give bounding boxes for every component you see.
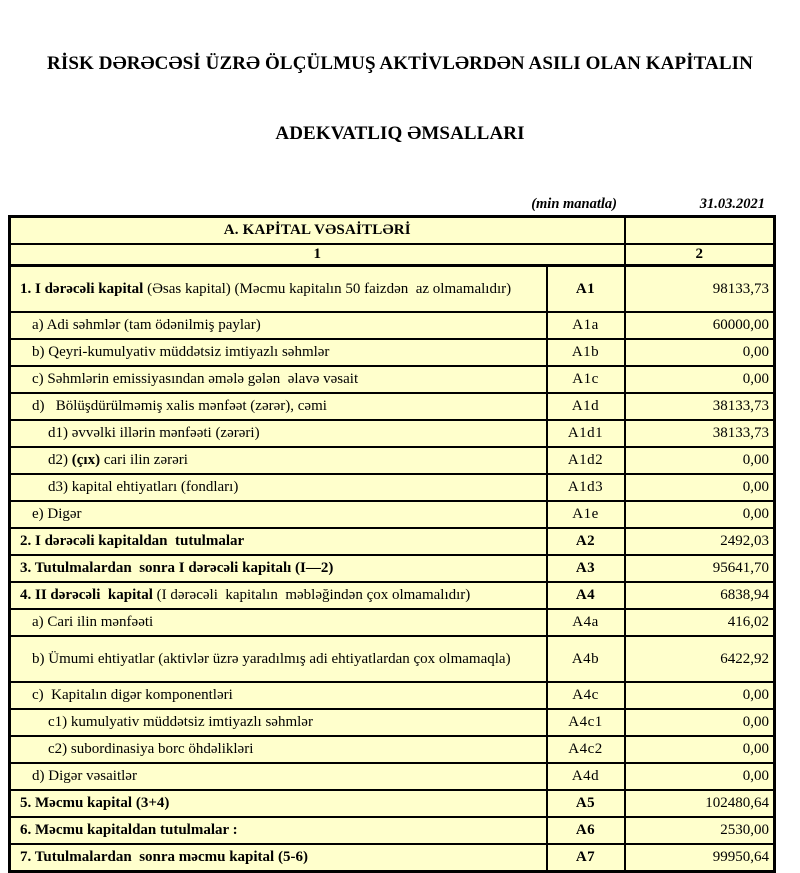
row-code: A1e: [547, 501, 625, 528]
table-row: [10, 817, 775, 844]
unit-note: (min manatla): [531, 196, 617, 213]
row-value: 0,00: [625, 366, 775, 393]
row-label-text: 5. Məcmu kapital (3+4): [20, 795, 170, 812]
row-code: A7: [547, 844, 625, 871]
row-label-text: d3) kapital ehtiyatları (fondları): [48, 479, 239, 496]
row-code: A4c: [547, 682, 625, 709]
row-label: [10, 636, 547, 682]
row-label-text: 7. Tutulmalardan sonra məcmu kapital (5-6): [20, 849, 308, 865]
row-label-text: 4. II dərəcəli kapital: [20, 587, 153, 604]
table-row: [10, 636, 775, 682]
row-value: 416,02: [625, 609, 775, 636]
row-label: [10, 265, 547, 312]
row-label: [10, 528, 547, 555]
row-label-text: cari ilin zərəri: [100, 452, 188, 469]
table-row: [10, 582, 775, 609]
column-number-2: 2: [625, 244, 775, 266]
row-code: A5: [547, 790, 625, 817]
row-code: A4c1: [547, 709, 625, 736]
table-row: [10, 474, 775, 501]
section-header-empty-cell: [625, 217, 775, 244]
row-label-text: 1. I dərəcəli kapital: [20, 280, 144, 297]
row-code: A1c: [547, 366, 625, 393]
row-code: A3: [547, 555, 625, 582]
table-row: [10, 420, 775, 447]
row-code: A4d: [547, 763, 625, 790]
row-label-text: e) Digər: [32, 506, 82, 523]
row-value: 38133,73: [625, 420, 775, 447]
row-label: [10, 790, 547, 817]
row-label: [10, 763, 547, 790]
section-header-row: [10, 217, 775, 244]
row-label: [10, 393, 547, 420]
column-number-1: 1: [10, 244, 625, 266]
page-title-line2: ADEKVATLIQ ƏMSALLARI: [275, 122, 525, 144]
row-value: 0,00: [625, 709, 775, 736]
row-label-text: (çıx): [71, 452, 101, 469]
row-value: 2530,00: [625, 817, 775, 844]
row-label-text: a) Adi səhmlər (tam ödənilmiş paylar): [32, 317, 261, 334]
row-code: A1a: [547, 312, 625, 339]
row-value: 0,00: [625, 474, 775, 501]
table-row: [10, 393, 775, 420]
row-label: [10, 609, 547, 636]
section-header-cell: A. KAPİTAL VƏSAİTLƏRİ: [10, 217, 625, 244]
row-value: 0,00: [625, 501, 775, 528]
table-row: [10, 736, 775, 763]
row-label-text: d) Digər vəsaitlər: [32, 768, 137, 785]
row-code: A6: [547, 817, 625, 844]
table-row: [10, 265, 775, 312]
row-label-text: 3. Tutulmalardan sonra I dərəcəli kapitalı (I—2): [20, 560, 334, 577]
row-code: A1d1: [547, 420, 625, 447]
row-code: A1b: [547, 339, 625, 366]
table-row: [10, 528, 775, 555]
row-value: 95641,70: [625, 555, 775, 582]
row-label-text: b) Ümumi ehtiyatlar (aktivlər üzrə yaradılmış adi ehtiyatlardan çox olmamaqla): [32, 650, 511, 667]
row-code: A1: [547, 265, 625, 312]
capital-table: [8, 215, 776, 873]
row-label-text: a) Cari ilin mənfəəti: [32, 614, 154, 631]
row-label-text: 2. I dərəcəli kapitaldan tutulmalar: [20, 533, 245, 550]
row-code: A4c2: [547, 736, 625, 763]
row-label: [10, 447, 547, 474]
row-label: [10, 582, 547, 609]
row-label-text: d) Bölüşdürülməmiş xalis mənfəət (zərər), cəmi: [32, 398, 327, 415]
row-value: 0,00: [625, 447, 775, 474]
report-date: 31.03.2021: [699, 196, 765, 213]
row-label: [10, 817, 547, 844]
row-code: A4a: [547, 609, 625, 636]
row-value: 0,00: [625, 763, 775, 790]
table-row: [10, 763, 775, 790]
row-label-text: c2) subordinasiya borc öhdəlikləri: [48, 741, 254, 758]
table-row: [10, 709, 775, 736]
row-label: [10, 709, 547, 736]
row-label: [10, 366, 547, 393]
row-code: A1d3: [547, 474, 625, 501]
row-label-text: (Əsas kapital) (Məcmu kapitalın 50 faizdən az olmamalıdır): [143, 280, 512, 297]
row-value: 0,00: [625, 339, 775, 366]
table-row: [10, 366, 775, 393]
row-label: [10, 682, 547, 709]
meta-row: [0, 191, 800, 215]
row-label: [10, 420, 547, 447]
table-row: [10, 790, 775, 817]
row-value: 6422,92: [625, 636, 775, 682]
row-label-text: b) Qeyri-kumulyativ müddətsiz imtiyazlı səhmlər: [32, 344, 330, 361]
table-row: [10, 609, 775, 636]
row-label-text: c1) kumulyativ müddətsiz imtiyazlı səhmlər: [48, 714, 313, 731]
row-label: [10, 555, 547, 582]
row-label-text: 6. Məcmu kapitaldan tutulmalar :: [20, 822, 238, 839]
row-code: A1d2: [547, 447, 625, 474]
row-code: A4: [547, 582, 625, 609]
row-label: [10, 474, 547, 501]
row-label: [10, 312, 547, 339]
row-code: A2: [547, 528, 625, 555]
row-label-text: (I dərəcəli kapitalın məbləğindən çox olmamalıdır): [152, 587, 471, 604]
page-title-line1: RİSK DƏRƏCƏSİ ÜZRƏ ÖLÇÜLMUŞ AKTİVLƏRDƏN ASILI OLAN KAPİTALIN: [47, 53, 753, 75]
row-value: 2492,03: [625, 528, 775, 555]
row-value: 0,00: [625, 682, 775, 709]
table-row: [10, 682, 775, 709]
table-row: [10, 555, 775, 582]
row-label-text: d2): [48, 452, 72, 469]
row-value: 99950,64: [625, 844, 775, 871]
row-code: A1d: [547, 393, 625, 420]
page-title: [0, 0, 800, 191]
row-label: [10, 501, 547, 528]
row-label-text: d1) əvvəlki illərin mənfəəti (zərəri): [48, 425, 260, 442]
row-label-text: c) Kapitalın digər komponentləri: [32, 687, 233, 704]
row-value: 98133,73: [625, 265, 775, 312]
row-value: 60000,00: [625, 312, 775, 339]
row-value: 6838,94: [625, 582, 775, 609]
table-row: [10, 501, 775, 528]
table-row: [10, 312, 775, 339]
capital-table-body: [10, 265, 775, 871]
table-row: [10, 844, 775, 871]
column-number-row: [10, 244, 775, 266]
row-label: [10, 339, 547, 366]
table-row: [10, 339, 775, 366]
row-label: [10, 736, 547, 763]
table-row: [10, 447, 775, 474]
row-code: A4b: [547, 636, 625, 682]
row-value: 38133,73: [625, 393, 775, 420]
row-label: [10, 844, 547, 871]
row-label-text: c) Səhmlərin emissiyasından əmələ gələn əlavə vəsait: [32, 371, 359, 388]
row-value: 0,00: [625, 736, 775, 763]
row-value: 102480,64: [625, 790, 775, 817]
